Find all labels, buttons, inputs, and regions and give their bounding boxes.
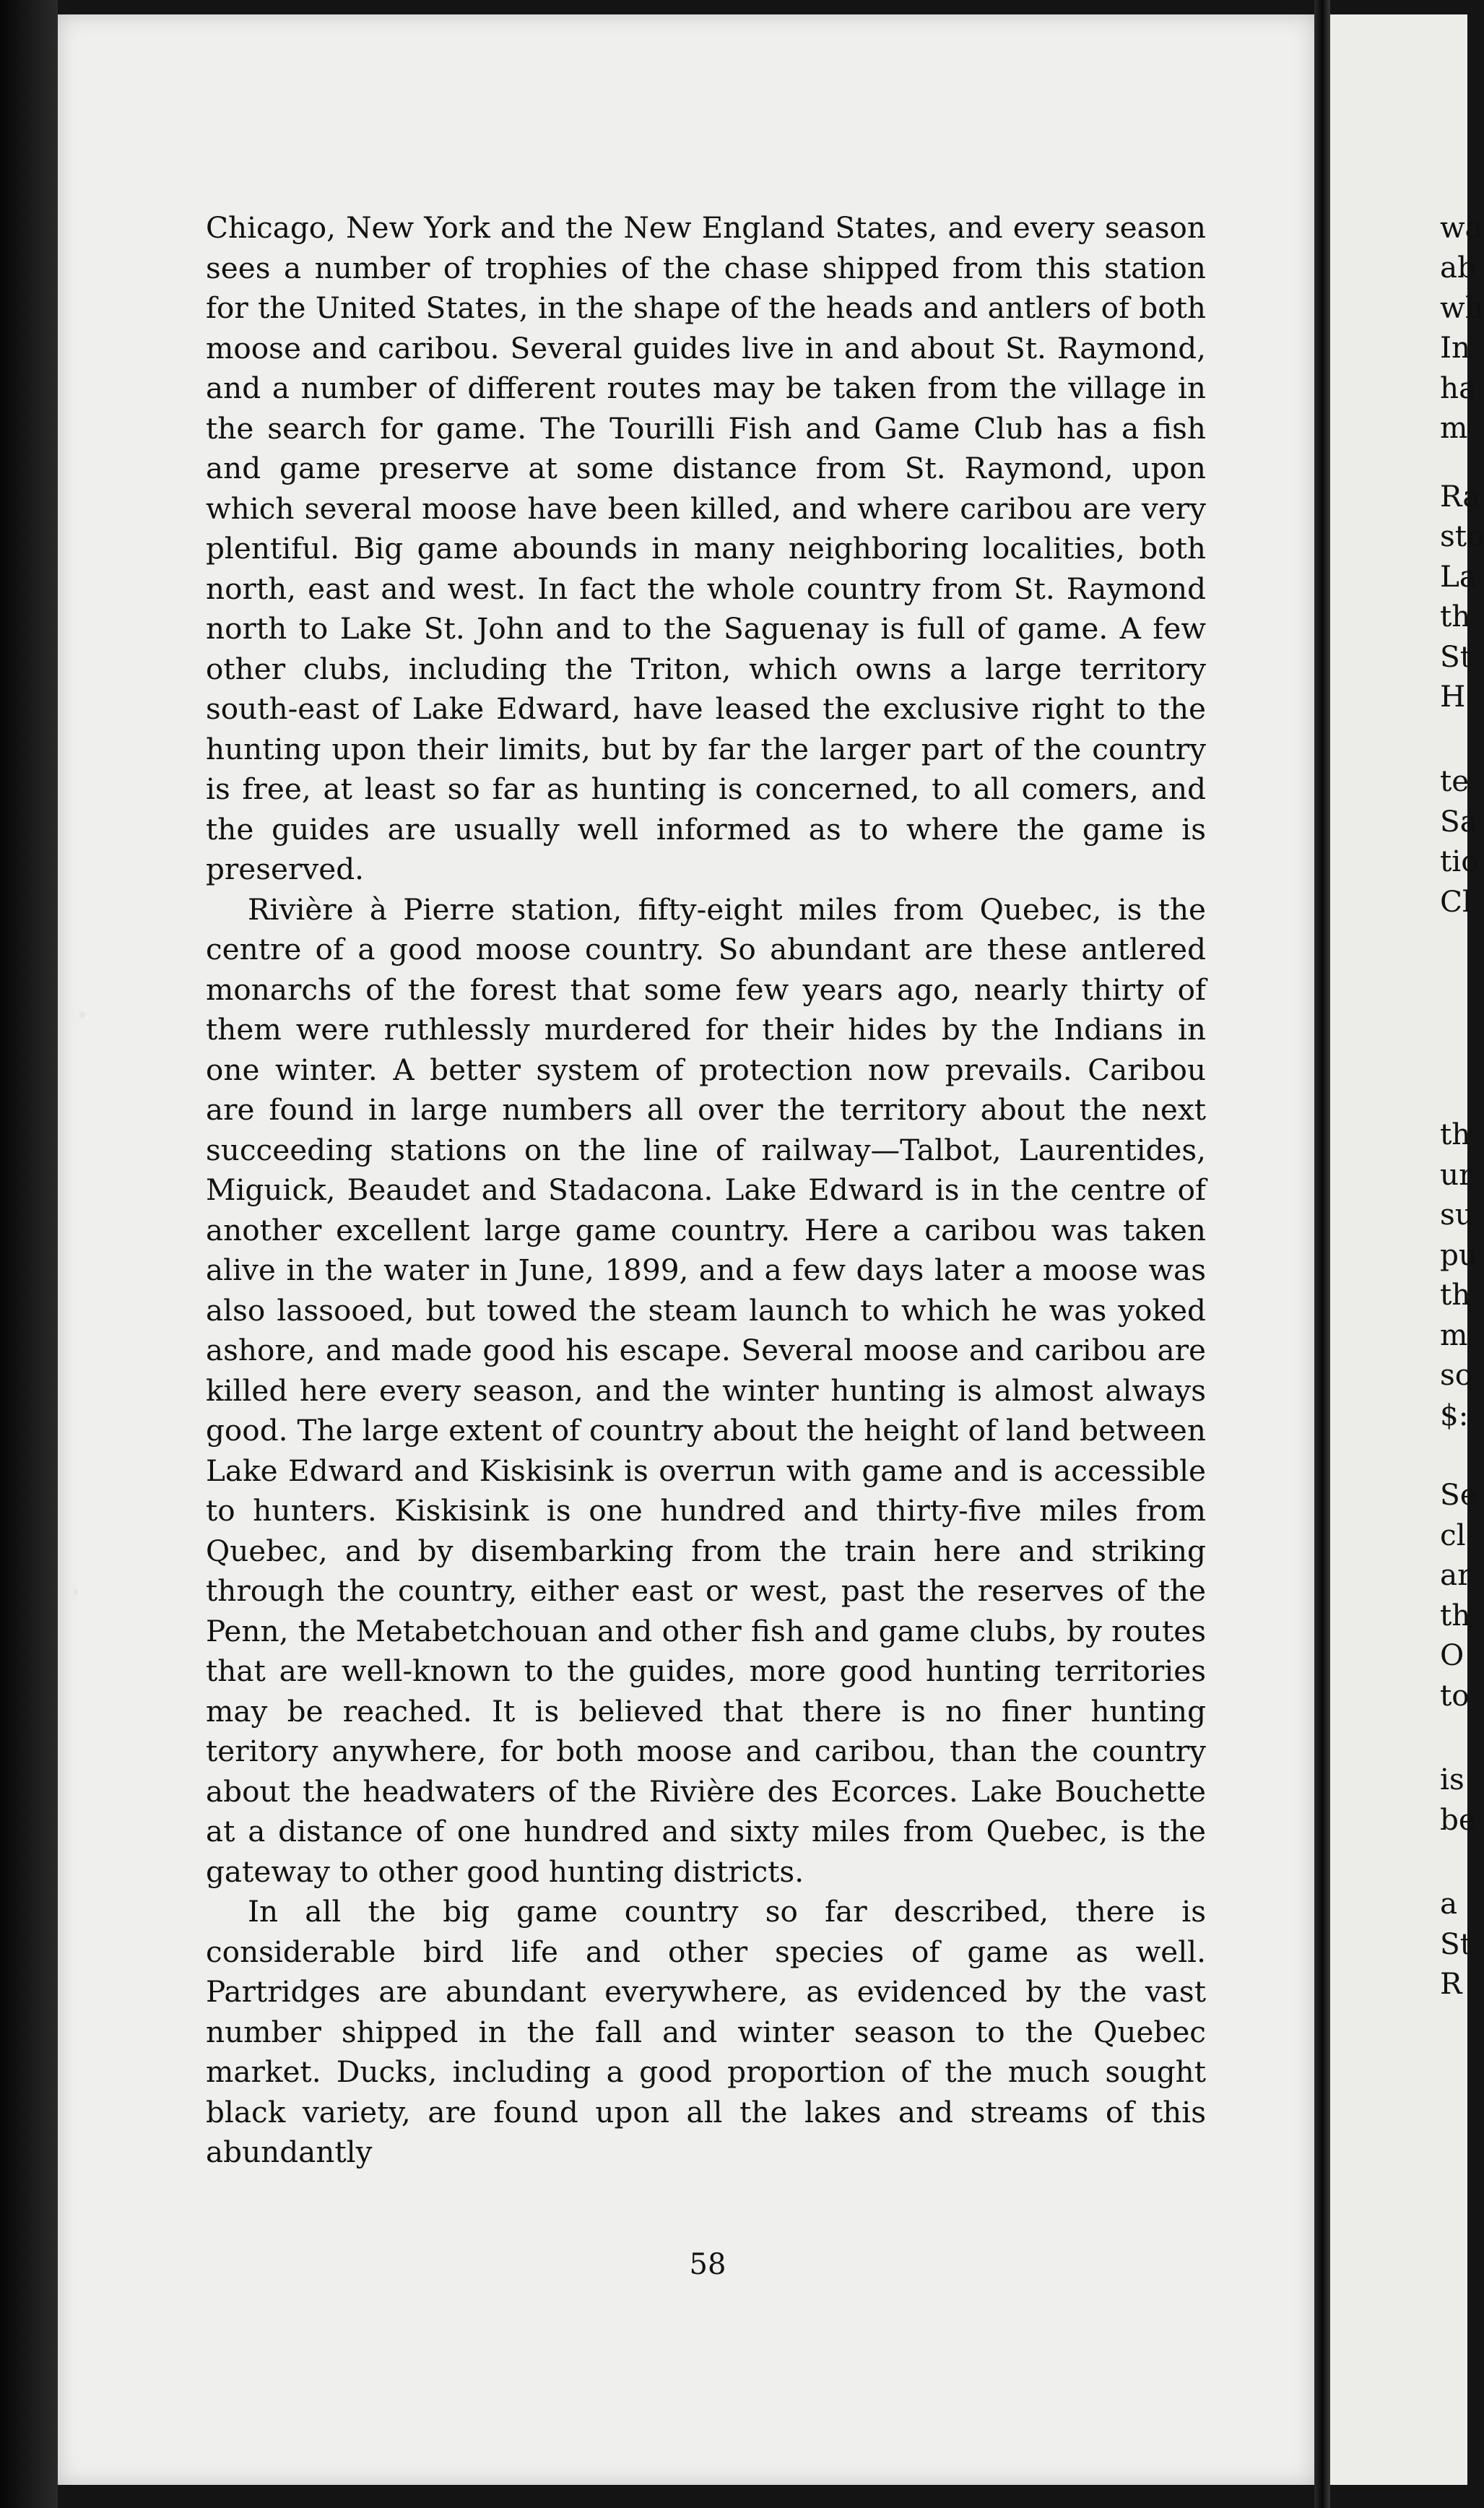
- paper-speck: [74, 1589, 78, 1595]
- right-page-text: [1330, 14, 1484, 2485]
- right-fragment: m: [1440, 1318, 1468, 1352]
- right-fragment: In: [1440, 330, 1471, 365]
- right-fragment: is: [1440, 1762, 1465, 1796]
- right-fragment: th: [1440, 1277, 1471, 1312]
- right-fragment: wh: [1440, 290, 1484, 325]
- right-fragment: te: [1440, 764, 1470, 798]
- right-fragment: cl: [1440, 1518, 1466, 1552]
- right-fragment: tio: [1440, 844, 1479, 878]
- right-fragment: H: [1440, 679, 1466, 714]
- right-fragment: be: [1440, 1802, 1476, 1837]
- right-fragment: a: [1440, 1886, 1458, 1921]
- body-text: [206, 208, 1206, 2173]
- right-fragment: ar: [1440, 1557, 1472, 1592]
- right-fragment: wa: [1440, 210, 1483, 245]
- right-fragment: sto: [1440, 519, 1484, 553]
- right-page: [1330, 14, 1484, 2485]
- right-fragment: th: [1440, 1598, 1471, 1633]
- paragraph-3: In all the big game country so far described, there is considerable bird life and other species of game as well. Partridges are abundant everywhere, as evidenced by the vast number shipped in the fall and winter season to the Quebec market. Ducks, including a good proportion of the much sought black variety, are found upon all the lakes and streams of this abundantly: [206, 1894, 1206, 2169]
- right-fragment: ha: [1440, 371, 1477, 405]
- right-fragment: m: [1440, 410, 1468, 445]
- page-number: 58: [689, 2248, 726, 2281]
- right-fragment: su: [1440, 1197, 1474, 1232]
- right-fragment: so: [1440, 1357, 1473, 1392]
- left-book-edge: [0, 0, 58, 2508]
- paragraph-1: Chicago, New York and the New England States, and every season sees a number of trophies of the chase shipped from this station for the United States, in the shape of the heads and antlers of both moose and caribou. Several guides live in and about St. Raymond, and a number of different routes may be taken from the village in the search for game. The Tourilli Fish and Game Club has a fish and game preserve at some distance from St. Raymond, upon which several moose have been killed, and where caribou are very plentiful. Big game abounds in many neighboring localities, both north, east and west. In fact the whole country from St. Raymond north to Lake St. John and to the Saguenay is full of game. A few other clubs, including the Triton, which owns a large territory south-east of Lake Edward, have leased the exclusive right to the hunting upon their limits, but by far the larger part of the country is free, at least so far as hunting is concerned, to all comers, and the guides are usually well informed as to where the game is preserved.: [206, 210, 1206, 886]
- right-fragment: R: [1440, 1966, 1462, 2001]
- right-fragment: Se: [1440, 1477, 1478, 1512]
- right-fragment: Cl: [1440, 884, 1472, 919]
- right-fragment: pu: [1440, 1237, 1478, 1272]
- right-fragment: Ra: [1440, 479, 1480, 514]
- right-fragment: th: [1440, 599, 1471, 634]
- paragraph-2: Rivière à Pierre station, fifty-eight miles from Quebec, is the centre of a good moose country. So abundant are these antlered monarchs of the forest that some few years ago, nearly thirty of them were ruthlessly murdered for their hides by the Indians in one winter. A better system of protection now prevails. Caribou are found in large numbers all over the territory about the next succeeding stations on the line of railway—Talbot, Laurentides, Miguick, Beaudet and Stadacona. Lake Edward is in the centre of another excellent large game country. Here a caribou was taken alive in the water in June, 1899, and a few days later a moose was also lassooed, but towed the steam launch to which he was yoked ashore, and made good his escape. Several moose and caribou are killed here every season, and the winter hunting is almost always good. The large extent of country about the height of land between Lake Edward and Kiskisink is overrun with game and is accessible to hunters. Kiskisink is one hundred and thirty-five miles from Quebec, and by disembarking from the train here and striking through the country, either east or west, past the reserves of the Penn, the Metabetchouan and other fish and game clubs, by routes that are well-known to the guides, more good hunting territories may be reached. It is believed that there is no finer hunting teritory anywhere, for both moose and caribou, than the country about the headwaters of the Rivière des Ecorces. Lake Bouchette at a distance of one hundred and sixty miles from Quebec, is the gateway to other good hunting districts.: [206, 891, 1206, 1889]
- right-fragment: ab: [1440, 250, 1477, 285]
- right-fragment: La: [1440, 559, 1478, 594]
- right-fragment: ur: [1440, 1157, 1473, 1192]
- right-fragment: $:: [1440, 1398, 1469, 1432]
- right-fragment: th: [1440, 1117, 1471, 1151]
- right-fragment: Sa: [1440, 804, 1478, 839]
- right-fragment: O: [1440, 1638, 1465, 1672]
- right-fragment: to: [1440, 1678, 1470, 1713]
- paper-speck: [79, 1011, 85, 1019]
- right-fragment: St: [1440, 639, 1472, 674]
- right-fragment: St: [1440, 1927, 1472, 1961]
- book-gutter: [1314, 0, 1330, 2508]
